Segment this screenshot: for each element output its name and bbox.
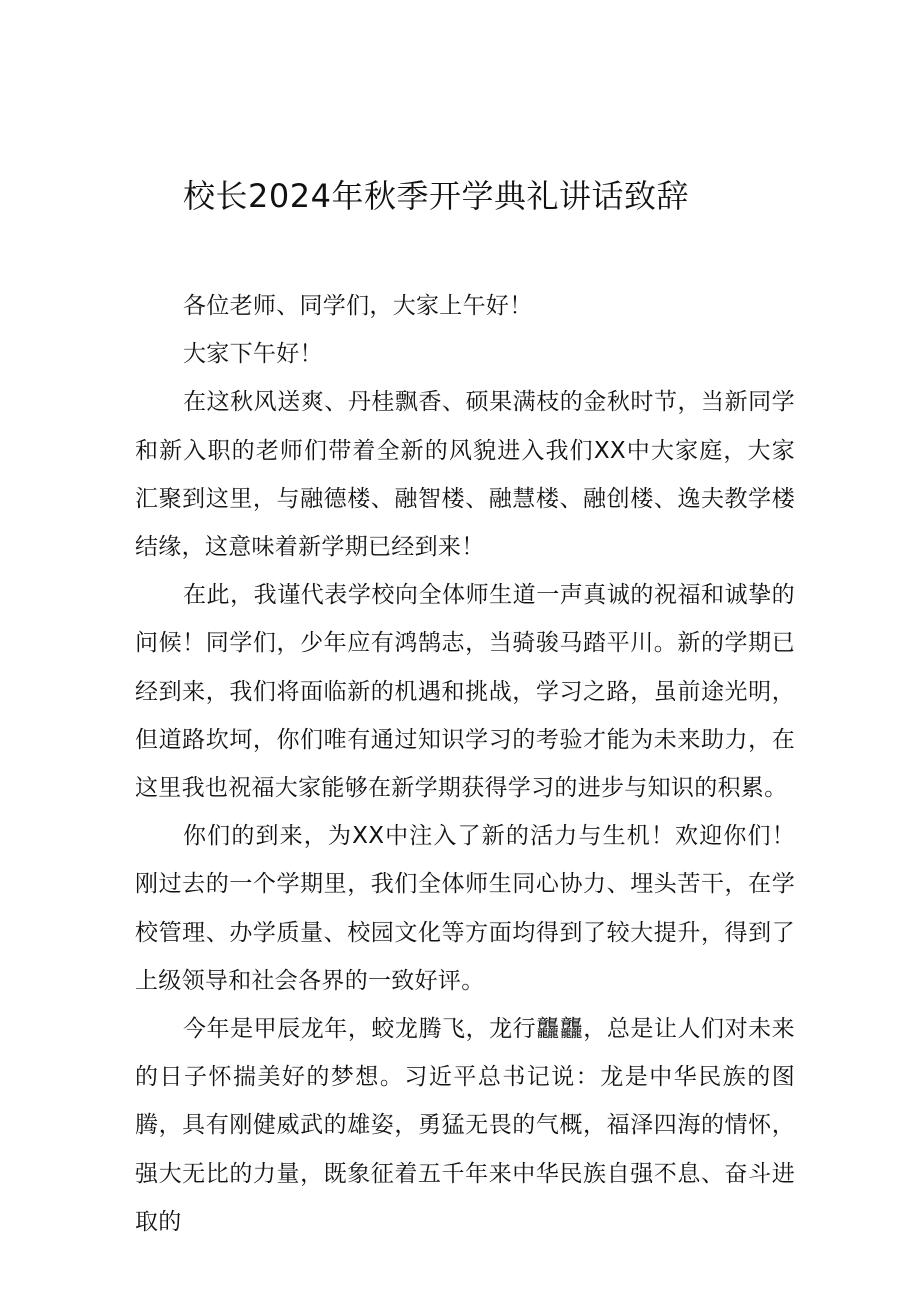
- paragraph-greeting-afternoon: 大家下午好！: [183, 341, 323, 368]
- document-body: [135, 282, 795, 1246]
- paragraph-greeting-morning: 各位老师、同学们，大家上午好！: [183, 293, 533, 319]
- paragraph-dragon-year: 今年是甲辰龙年，蛟龙腾飞，龙行龘龘，总是让人们对未来的日子怀揣美好的梦想。习近平总书记说：龙是中华民族的图腾，具有刚健威武的雄姿，勇猛无畏的气概，福泽四海的情怀，强大无比的力量，既象征着五千年来中华民族自强不息、奋斗进取的: [135, 1016, 795, 1235]
- paragraph-welcome: 你们的到来，为XX中注入了新的活力与生机！欢迎你们！刚过去的一个学期里，我们全体师生同心协力、埋头苦干，在学校管理、办学质量、校园文化等方面均得到了较大提升，得到了上级领导和社会各界的一致好评。: [135, 823, 795, 994]
- paragraph-opening: 在这秋风送爽、丹桂飘香、硕果满枝的金秋时节，当新同学和新入职的老师们带着全新的风貌进入我们XX中大家庭，大家汇聚到这里，与融德楼、融智楼、融慧楼、融创楼、逸夫教学楼结缘，这意味着新学期已经到来！: [135, 389, 795, 561]
- paragraph-blessing: 在此，我谨代表学校向全体师生道一声真诚的祝福和诚挚的问候！同学们，少年应有鸿鹄志，当骑骏马踏平川。新的学期已经到来，我们将面临新的机遇和挑战，学习之路，虽前途光明，但道路坎坷，你们唯有通过知识学习的考验才能为未来助力，在这里我也祝福大家能够在新学期获得学习的进步与知识的积累。: [135, 582, 795, 802]
- document-title: 校长2024年秋季开学典礼讲话致辞: [183, 177, 689, 215]
